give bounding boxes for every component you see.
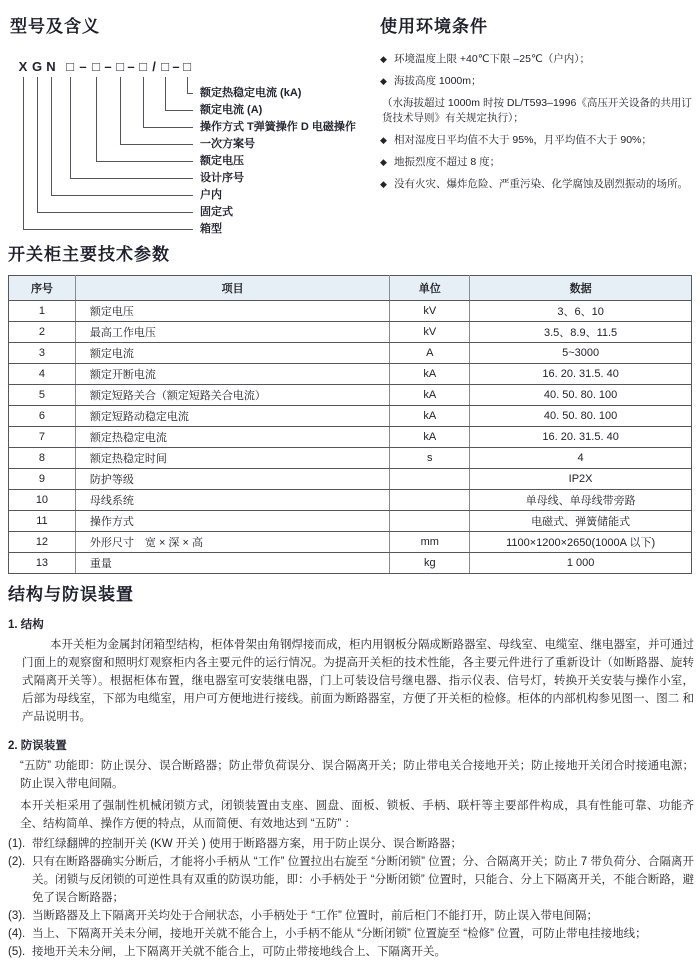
table-row	[9, 385, 692, 406]
table-cell: 防护等级	[75, 469, 389, 490]
table-cell: 6	[9, 406, 76, 427]
diamond-bullet-icon: ◆	[380, 54, 387, 64]
environment-condition-item	[380, 74, 696, 89]
table-cell: 12	[9, 532, 76, 553]
table-cell: 1	[9, 301, 76, 322]
interlock-item-marker: (5).	[8, 946, 26, 958]
table-cell: kg	[390, 553, 470, 574]
model-char: –	[104, 59, 112, 74]
ladder-vertical-line	[37, 77, 38, 212]
model-section-title: 型号及含义	[10, 17, 100, 36]
parameters-table	[8, 275, 692, 574]
table-cell: 4	[9, 364, 76, 385]
table-row	[9, 490, 692, 511]
structure-subheading-2: 2. 防误装置	[8, 740, 67, 752]
ladder-horizontal-line	[187, 93, 193, 94]
diamond-bullet-icon: ◆	[380, 157, 387, 167]
ladder-vertical-line	[23, 77, 24, 229]
table-row	[9, 469, 692, 490]
table-cell: 母线系统	[75, 490, 389, 511]
model-designation-section	[10, 12, 376, 245]
table-cell	[390, 469, 470, 490]
table-header-cell: 项目	[75, 276, 389, 301]
table-cell: kV	[390, 301, 470, 322]
table-cell: 1100×1200×2650(1000A 以下)	[470, 532, 692, 553]
interlock-item	[8, 835, 694, 853]
environment-condition-item	[380, 96, 696, 126]
table-cell: 4	[470, 448, 692, 469]
ladder-horizontal-line	[165, 110, 193, 111]
interlock-item-text: 当断路器及上下隔离开关均处于合闸状态，小手柄处于 “工作” 位置时，前后柜门不能打开，防止误入带电间隔；	[32, 910, 599, 922]
ladder-horizontal-line	[37, 212, 193, 213]
model-code-row	[10, 59, 376, 77]
model-field-label: 箱型	[200, 223, 222, 235]
table-cell: 额定短路关合（额定短路关合电流）	[75, 385, 389, 406]
model-field-label: 额定热稳定电流 (kA)	[200, 87, 302, 99]
table-header-cell: 单位	[390, 276, 470, 301]
table-cell: 额定开断电流	[75, 364, 389, 385]
table-cell: 额定短路动稳定电流	[75, 406, 389, 427]
interlock-item	[8, 907, 694, 925]
model-char: G	[31, 59, 43, 74]
environment-condition-text: （水海拔超过 1000m 时按 DL/T593–1996《高压开关设备的共用订货技术导则》有关规定执行）；	[382, 97, 692, 124]
interlock-item-marker: (4).	[8, 928, 26, 940]
table-cell: kA	[390, 385, 470, 406]
model-placeholder-box: □	[183, 59, 191, 74]
table-row	[9, 322, 692, 343]
ladder-horizontal-line	[51, 195, 193, 196]
interlock-item-marker: (3).	[8, 910, 26, 922]
model-field-label: 固定式	[200, 206, 233, 218]
structure-paragraph: 本开关柜为金属封闭箱型结构，柜体骨架由角钢焊接而成，柜内用钢板分隔成断路器室、母线室、电缆室、继电器室，并可通过门面上的观察窗和照明灯观察柜内各主要元件的运行情况。为提高开关柜的技术性能，各主要元件进行了重新设计（如断路器、旋转式隔离开关等）。根据柜体布置，继电器室可安装继电器，门上可装设信号继电器、指示仪表、信号灯，转换开关安装与操作小室，后部为母线室，下部为电缆室，用户可方便地进行接线。前面为断路器室，方便了开关柜的检修。柜体的内部机构参见图一、图二 和产品说明书。	[22, 639, 694, 723]
table-cell: 最高工作电压	[75, 322, 389, 343]
model-field-label: 设计序号	[200, 172, 244, 184]
model-char: N	[46, 59, 56, 74]
table-cell: 额定热稳定电流	[75, 427, 389, 448]
model-ladder-diagram	[10, 77, 376, 245]
table-cell: A	[390, 343, 470, 364]
model-field-label: 额定电流 (A)	[200, 104, 263, 116]
structure-section-title: 结构与防误装置	[8, 585, 134, 604]
model-placeholder-box: □	[161, 59, 169, 74]
interlock-item	[8, 943, 694, 961]
table-cell: 3.5、8.9、11.5	[470, 322, 692, 343]
table-row	[9, 532, 692, 553]
table-cell: 电磁式、弹簧储能式	[470, 511, 692, 532]
table-cell: 额定热稳定时间	[75, 448, 389, 469]
structure-subheading-1: 1. 结构	[8, 619, 44, 631]
interlock-item	[8, 853, 694, 907]
interlock-item-text: 只有在断路器确实分断后，才能将小手柄从 “工作” 位置拉出右旋至 “分断闭锁” 位置；分、合隔离开关；防止 7 带负荷分、合隔离开关。闭锁与反闭锁的可逆性具有双重的防误功能，即：小手柄处于 “分断闭锁” 位置时，只能合、分上下隔离开关，不能合断路，避免了误合断路器；	[32, 856, 694, 904]
environment-condition-text: 环境温度上限 +40℃下限 –25℃（户内）；	[394, 53, 590, 65]
model-field-label: 一次方案号	[200, 138, 255, 150]
table-header-row	[9, 276, 692, 301]
table-cell: kV	[390, 322, 470, 343]
five-preventions-definition-paragraph: “五防” 功能即：防止误分、误合断路器；防止带负荷误分、误合隔离开关；防止带电关合接地开关；防止接地开关闭合时接通电源；防止误入带电间隔。	[20, 760, 694, 790]
table-cell: kA	[390, 406, 470, 427]
environment-condition-item	[380, 133, 696, 148]
interlock-item-text: 带红绿翻牌的控制开关 (KW 开关 ) 使用于断路器方案，用于防止误分、误合断路器；	[32, 838, 462, 850]
table-cell: mm	[390, 532, 470, 553]
table-cell: 40. 50. 80. 100	[470, 406, 692, 427]
environment-conditions-list	[380, 52, 696, 192]
table-cell: 10	[9, 490, 76, 511]
environment-condition-item	[380, 155, 696, 170]
model-placeholder-box: □	[66, 59, 74, 74]
table-cell: 3、6、10	[470, 301, 692, 322]
ladder-vertical-line	[143, 77, 144, 127]
model-placeholder-box: □	[92, 59, 100, 74]
table-row	[9, 343, 692, 364]
ladder-horizontal-line	[96, 161, 193, 162]
ladder-horizontal-line	[143, 127, 193, 128]
model-placeholder-box: □	[139, 59, 147, 74]
environment-condition-text: 地振烈度不超过 8 度；	[394, 156, 501, 168]
table-row	[9, 448, 692, 469]
diamond-bullet-icon: ◆	[380, 179, 387, 189]
table-cell: 2	[9, 322, 76, 343]
table-cell: 外形尺寸 宽 × 深 × 高	[75, 532, 389, 553]
table-cell: kA	[390, 364, 470, 385]
technical-parameters-section	[8, 240, 692, 574]
table-cell: 3	[9, 343, 76, 364]
ladder-vertical-line	[96, 77, 97, 161]
table-cell	[390, 511, 470, 532]
interlock-item-text: 当上、下隔离开关未分闸，接地开关就不能合上，小手柄不能从 “分断闭锁” 位置旋至 “检修” 位置，可防止带电挂接地线；	[32, 928, 647, 940]
table-cell: 7	[9, 427, 76, 448]
table-header-cell: 序号	[9, 276, 76, 301]
ladder-horizontal-line	[120, 144, 193, 145]
table-cell: 单母线、单母线带旁路	[470, 490, 692, 511]
table-row	[9, 406, 692, 427]
table-cell: IP2X	[470, 469, 692, 490]
table-cell: kA	[390, 427, 470, 448]
model-field-label: 操作方式 T弹簧操作 D 电磁操作	[200, 121, 356, 133]
table-row	[9, 427, 692, 448]
model-char: –	[127, 59, 135, 74]
interlock-item	[8, 925, 694, 943]
model-field-label: 户内	[200, 189, 222, 201]
table-row	[9, 553, 692, 574]
environment-condition-item	[380, 177, 696, 192]
table-cell: 16. 20. 31.5. 40	[470, 427, 692, 448]
diamond-bullet-icon: ◆	[380, 135, 387, 145]
ladder-horizontal-line	[70, 178, 193, 179]
ladder-vertical-line	[187, 77, 188, 93]
table-cell: 额定电流	[75, 343, 389, 364]
model-char: –	[79, 59, 87, 74]
model-char: /	[152, 59, 156, 74]
ladder-vertical-line	[120, 77, 121, 144]
model-char: X	[18, 59, 28, 74]
table-cell: s	[390, 448, 470, 469]
environment-condition-item	[380, 52, 696, 67]
ladder-vertical-line	[165, 77, 166, 110]
interlock-item-marker: (2).	[8, 856, 26, 868]
environment-section-title: 使用环境条件	[380, 17, 488, 36]
environment-conditions-section	[380, 12, 696, 199]
table-cell: 9	[9, 469, 76, 490]
interlock-item-text: 接地开关未分闸，上下隔离开关就不能合上，可防止带接地线合上、下隔离开关。	[32, 946, 446, 958]
table-cell: 操作方式	[75, 511, 389, 532]
table-cell: 8	[9, 448, 76, 469]
interlock-items-list	[8, 835, 694, 961]
table-cell: 5~3000	[470, 343, 692, 364]
environment-condition-text: 没有火灾、爆炸危险、严重污染、化学腐蚀及剧烈振动的场所。	[394, 178, 688, 190]
diamond-bullet-icon: ◆	[380, 76, 387, 86]
table-cell: 40. 50. 80. 100	[470, 385, 692, 406]
table-header-cell: 数据	[470, 276, 692, 301]
table-cell: 16. 20. 31.5. 40	[470, 364, 692, 385]
ladder-vertical-line	[70, 77, 71, 178]
table-cell: 5	[9, 385, 76, 406]
ladder-vertical-line	[51, 77, 52, 195]
table-cell: 重量	[75, 553, 389, 574]
table-row	[9, 511, 692, 532]
table-cell: 11	[9, 511, 76, 532]
structure-section	[8, 580, 694, 961]
table-row	[9, 364, 692, 385]
table-cell: 额定电压	[75, 301, 389, 322]
table-cell: 1 000	[470, 553, 692, 574]
table-cell	[390, 490, 470, 511]
model-char: –	[172, 59, 180, 74]
environment-condition-text: 海拔高度 1000m；	[394, 75, 482, 87]
parameters-section-title: 开关柜主要技术参数	[8, 245, 170, 264]
table-row	[9, 301, 692, 322]
interlock-item-marker: (1).	[8, 838, 26, 850]
ladder-horizontal-line	[23, 229, 193, 230]
model-field-label: 额定电压	[200, 155, 244, 167]
table-cell: 13	[9, 553, 76, 574]
interlock-description-paragraph: 本开关柜采用了强制性机械闭锁方式，闭锁装置由支座、圆盘、面板、锁板、手柄、联杆等主要部件构成，具有性能可靠、功能齐全、结构简单、操作方便的特点，从而简便、有效地达到 “五防” ：	[20, 800, 694, 830]
model-placeholder-box: □	[116, 59, 124, 74]
environment-condition-text: 相对湿度日平均值不大于 95%，月平均值不大于 90%；	[394, 134, 652, 146]
